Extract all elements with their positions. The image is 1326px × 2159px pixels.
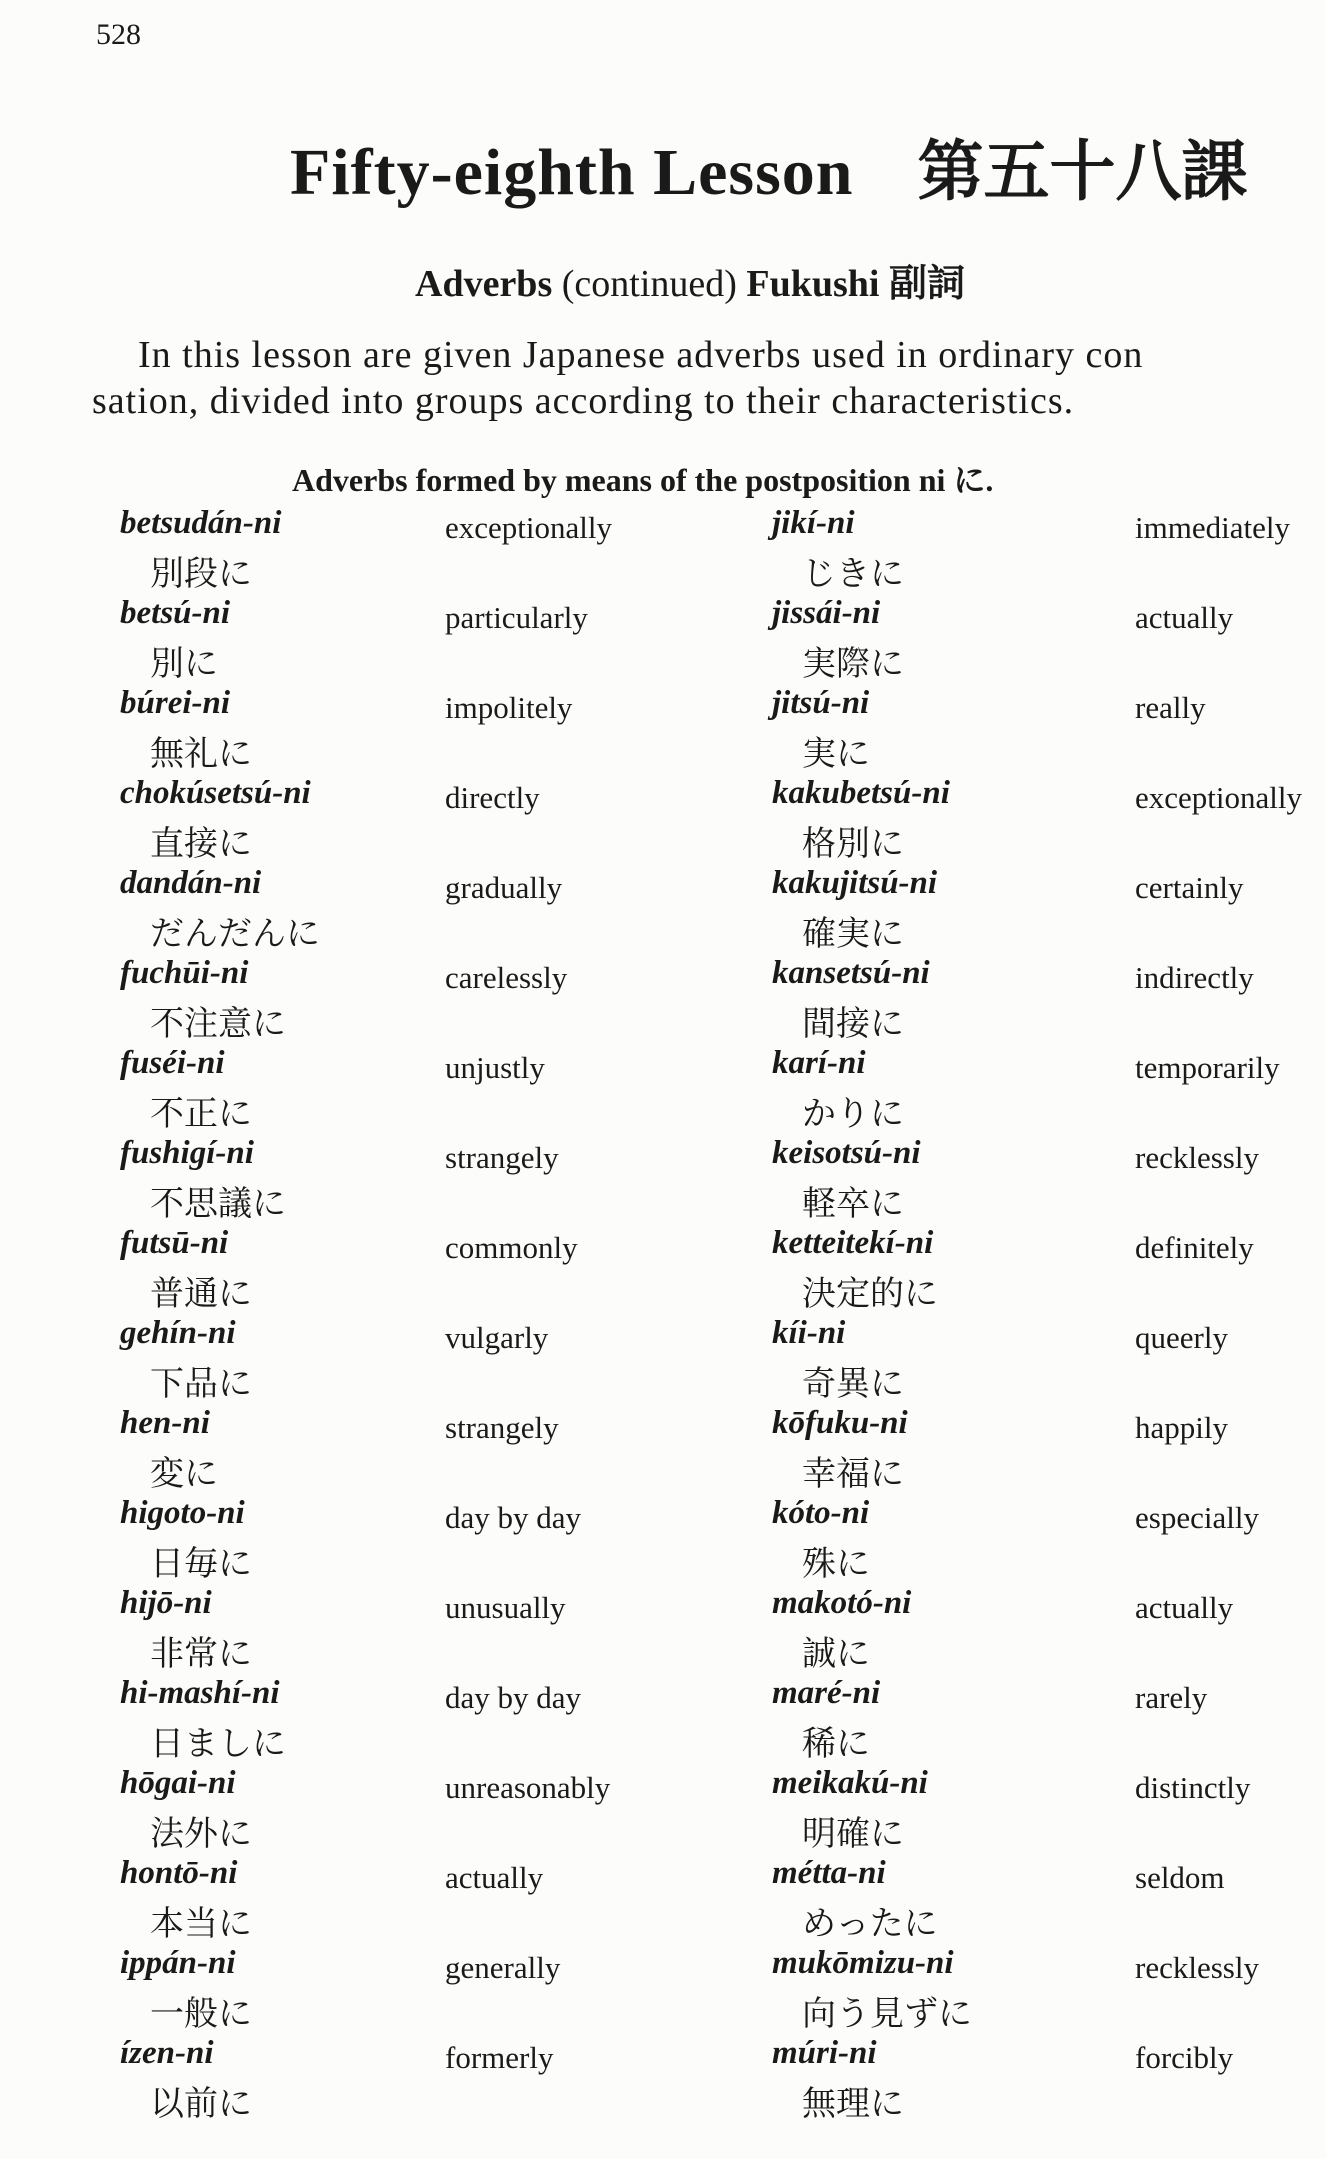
adverb-japanese: 明確に [802, 1814, 904, 1854]
adverb-japanese: 実際に [802, 644, 904, 684]
adverb-japanese: だんだんに [150, 914, 320, 954]
adverb-meaning: generally [445, 1950, 561, 1985]
adverb-japanese: 本当に [150, 1904, 252, 1944]
adverb-entry [120, 1855, 252, 1945]
adverb-romaji: keisotsú-ni [772, 1135, 921, 1171]
adverb-japanese: 変に [150, 1454, 218, 1494]
adverb-romaji: meikakú-ni [772, 1765, 928, 1801]
adverb-romaji: hijō-ni [120, 1585, 212, 1621]
adverb-entry [120, 1315, 252, 1405]
adverb-romaji: ippán-ni [120, 1945, 236, 1981]
intro-line-1: In this lesson are given Japanese adverbs used in ordinary con [138, 334, 1144, 376]
adverb-japanese: 格別に [802, 824, 904, 864]
adverb-japanese: 軽卒に [802, 1184, 904, 1224]
adverb-entry [772, 1135, 921, 1225]
adverb-japanese: 誠に [802, 1634, 870, 1674]
subtitle-japanese: 副詞 [888, 261, 965, 305]
adverb-entry [120, 1225, 252, 1315]
adverb-japanese: 不正に [150, 1094, 252, 1134]
adverb-romaji: hen-ni [120, 1405, 210, 1441]
adverb-japanese: 無理に [802, 2084, 904, 2124]
adverb-entry [120, 2035, 252, 2125]
adverb-meaning: vulgarly [445, 1320, 549, 1355]
adverb-romaji: fuchūi-ni [120, 955, 249, 991]
adverb-meaning: gradually [445, 870, 563, 905]
adverb-japanese: 稀に [802, 1724, 870, 1764]
adverb-romaji: kakubetsú-ni [772, 775, 950, 811]
adverb-entry [772, 1045, 904, 1135]
adverb-japanese: 別段に [150, 554, 252, 594]
adverb-meaning: exceptionally [1135, 780, 1302, 815]
adverb-meaning: unreasonably [445, 1770, 611, 1805]
adverb-japanese: 日ましに [150, 1724, 286, 1764]
adverb-japanese: 無礼に [150, 734, 252, 774]
adverb-meaning: day by day [445, 1500, 582, 1535]
adverb-entry [120, 1945, 252, 2035]
adverb-japanese: 殊に [802, 1544, 870, 1584]
adverb-meaning: formerly [445, 2040, 554, 2075]
adverb-japanese: 決定的に [802, 1274, 938, 1314]
adverb-meaning: definitely [1135, 1230, 1254, 1265]
adverb-meaning: unusually [445, 1590, 566, 1625]
adverb-meaning: actually [1135, 1590, 1234, 1625]
adverb-meaning: rarely [1135, 1680, 1208, 1715]
adverb-entry [772, 1315, 904, 1405]
adverb-entry [120, 1495, 252, 1585]
adverb-romaji: futsū-ni [120, 1225, 229, 1261]
adverb-japanese: 別に [150, 644, 218, 684]
adverb-japanese: 以前に [150, 2084, 252, 2124]
adverb-japanese: 非常に [150, 1634, 252, 1674]
adverb-japanese: 幸福に [802, 1454, 904, 1494]
adverb-meaning: particularly [445, 600, 588, 635]
adverb-meaning: seldom [1135, 1860, 1225, 1895]
adverb-meaning: immediately [1135, 510, 1290, 545]
adverb-meaning: directly [445, 780, 540, 815]
group-heading: Adverbs formed by means of the postposition ni に. [292, 462, 994, 498]
adverb-meaning: recklessly [1135, 1950, 1259, 1985]
adverb-meaning: distinctly [1135, 1770, 1251, 1805]
adverb-entry [120, 775, 311, 865]
adverb-entry [772, 865, 937, 955]
adverb-romaji: fushigí-ni [120, 1135, 254, 1171]
adverb-romaji: maré-ni [772, 1675, 881, 1711]
adverb-japanese: じきに [802, 554, 904, 594]
adverb-entry [120, 1135, 286, 1225]
adverb-romaji: betsú-ni [120, 595, 231, 631]
adverb-japanese: 不注意に [150, 1004, 286, 1044]
adverb-entry [772, 1225, 938, 1315]
adverb-romaji: hi-mashí-ni [120, 1675, 280, 1711]
adverb-japanese: 下品に [150, 1364, 252, 1404]
adverb-meaning: unjustly [445, 1050, 545, 1085]
adverb-meaning: strangely [445, 1410, 559, 1445]
adverb-romaji: makotó-ni [772, 1585, 912, 1621]
adverb-entry [772, 1765, 928, 1855]
adverb-meaning: temporarily [1135, 1050, 1280, 1085]
adverb-meaning: certainly [1135, 870, 1244, 905]
adverb-romaji: jikí-ni [772, 505, 855, 541]
adverb-meaning: really [1135, 690, 1206, 725]
adverb-romaji: kakujitsú-ni [772, 865, 938, 901]
adverb-meaning: exceptionally [445, 510, 612, 545]
adverb-meaning: queerly [1135, 1320, 1228, 1355]
adverb-japanese: 不思議に [150, 1184, 286, 1224]
adverb-romaji: mukōmizu-ni [772, 1945, 954, 1981]
adverb-entry [772, 1675, 880, 1765]
adverb-entry [772, 1585, 911, 1675]
adverb-entry [772, 505, 904, 595]
adverb-japanese: 普通に [150, 1274, 252, 1314]
adverb-meaning: commonly [445, 1230, 578, 1265]
adverb-romaji: kóto-ni [772, 1495, 870, 1531]
adverb-japanese: かりに [802, 1094, 904, 1134]
adverb-entry [772, 1945, 972, 2035]
adverb-entry [772, 1405, 908, 1495]
adverb-romaji: kíi-ni [772, 1315, 846, 1351]
adverb-entry [120, 865, 320, 955]
adverb-romaji: hōgai-ni [120, 1765, 236, 1801]
adverb-entry [120, 1585, 252, 1675]
adverb-entry [772, 685, 870, 775]
adverb-meaning: carelessly [445, 960, 568, 995]
adverb-romaji: dandán-ni [120, 865, 262, 901]
adverb-japanese: 実に [802, 734, 870, 774]
adverb-romaji: jitsú-ni [772, 685, 870, 721]
adverb-entry [120, 505, 281, 595]
adverb-entry [772, 2035, 904, 2125]
adverb-entry [120, 1045, 252, 1135]
adverb-meaning: happily [1135, 1410, 1228, 1445]
adverb-meaning: day by day [445, 1680, 582, 1715]
adverb-entry [120, 1675, 286, 1765]
adverb-romaji: karí-ni [772, 1045, 866, 1081]
adverb-meaning: especially [1135, 1500, 1259, 1535]
adverb-entry [120, 1765, 252, 1855]
adverb-romaji: búrei-ni [120, 685, 231, 721]
adverb-japanese: 一般に [150, 1994, 252, 2034]
adverb-entry [120, 595, 230, 685]
adverb-romaji: betsudán-ni [120, 505, 282, 541]
adverb-entry [772, 595, 904, 685]
adverb-romaji: ízen-ni [120, 2035, 214, 2071]
adverb-romaji: métta-ni [772, 1855, 886, 1891]
adverb-meaning: forcibly [1135, 2040, 1234, 2075]
subtitle-main: Adverbs [415, 263, 553, 305]
adverb-japanese: 確実に [802, 914, 904, 954]
intro-line-2: sation, divided into groups according to their characteristics. [92, 380, 1075, 422]
adverb-romaji: múri-ni [772, 2035, 877, 2071]
adverb-entry [772, 1855, 938, 1945]
adverb-entry [772, 1495, 870, 1585]
adverb-japanese: 法外に [150, 1814, 252, 1854]
adverb-japanese: めったに [802, 1904, 938, 1944]
adverb-meaning: strangely [445, 1140, 559, 1175]
adverb-romaji: jissái-ni [772, 595, 881, 631]
adverb-japanese: 直接に [150, 824, 252, 864]
adverb-meaning: indirectly [1135, 960, 1254, 995]
adverb-romaji: ketteitekí-ni [772, 1225, 934, 1261]
adverb-japanese: 日毎に [150, 1544, 252, 1584]
adverb-meaning: recklessly [1135, 1140, 1259, 1175]
title-japanese: 第五十八課 [917, 133, 1248, 210]
adverb-meaning: actually [445, 1860, 544, 1895]
adverb-romaji: kōfuku-ni [772, 1405, 908, 1441]
subtitle-romaji: Fukushi [746, 263, 880, 305]
adverb-japanese: 向う見ずに [802, 1994, 972, 2034]
adverb-entry [120, 685, 252, 775]
title-english: Fifty-eighth Lesson [290, 136, 854, 209]
adverb-entry [772, 955, 930, 1045]
adverb-entry [772, 775, 950, 865]
adverb-entry [120, 1405, 218, 1495]
adverb-meaning: actually [1135, 600, 1234, 635]
adverb-romaji: higoto-ni [120, 1495, 245, 1531]
adverb-japanese: 奇異に [802, 1364, 904, 1404]
subtitle-paren: (continued) [561, 263, 737, 305]
adverb-romaji: hontō-ni [120, 1855, 238, 1891]
page-number: 528 [96, 18, 141, 51]
adverb-meaning: impolitely [445, 690, 573, 725]
adverb-romaji: gehín-ni [120, 1315, 236, 1351]
adverb-entry [120, 955, 286, 1045]
adverb-romaji: chokúsetsú-ni [120, 775, 311, 811]
adverb-romaji: kansetsú-ni [772, 955, 930, 991]
adverb-romaji: fuséi-ni [120, 1045, 225, 1081]
adverb-japanese: 間接に [802, 1004, 904, 1044]
